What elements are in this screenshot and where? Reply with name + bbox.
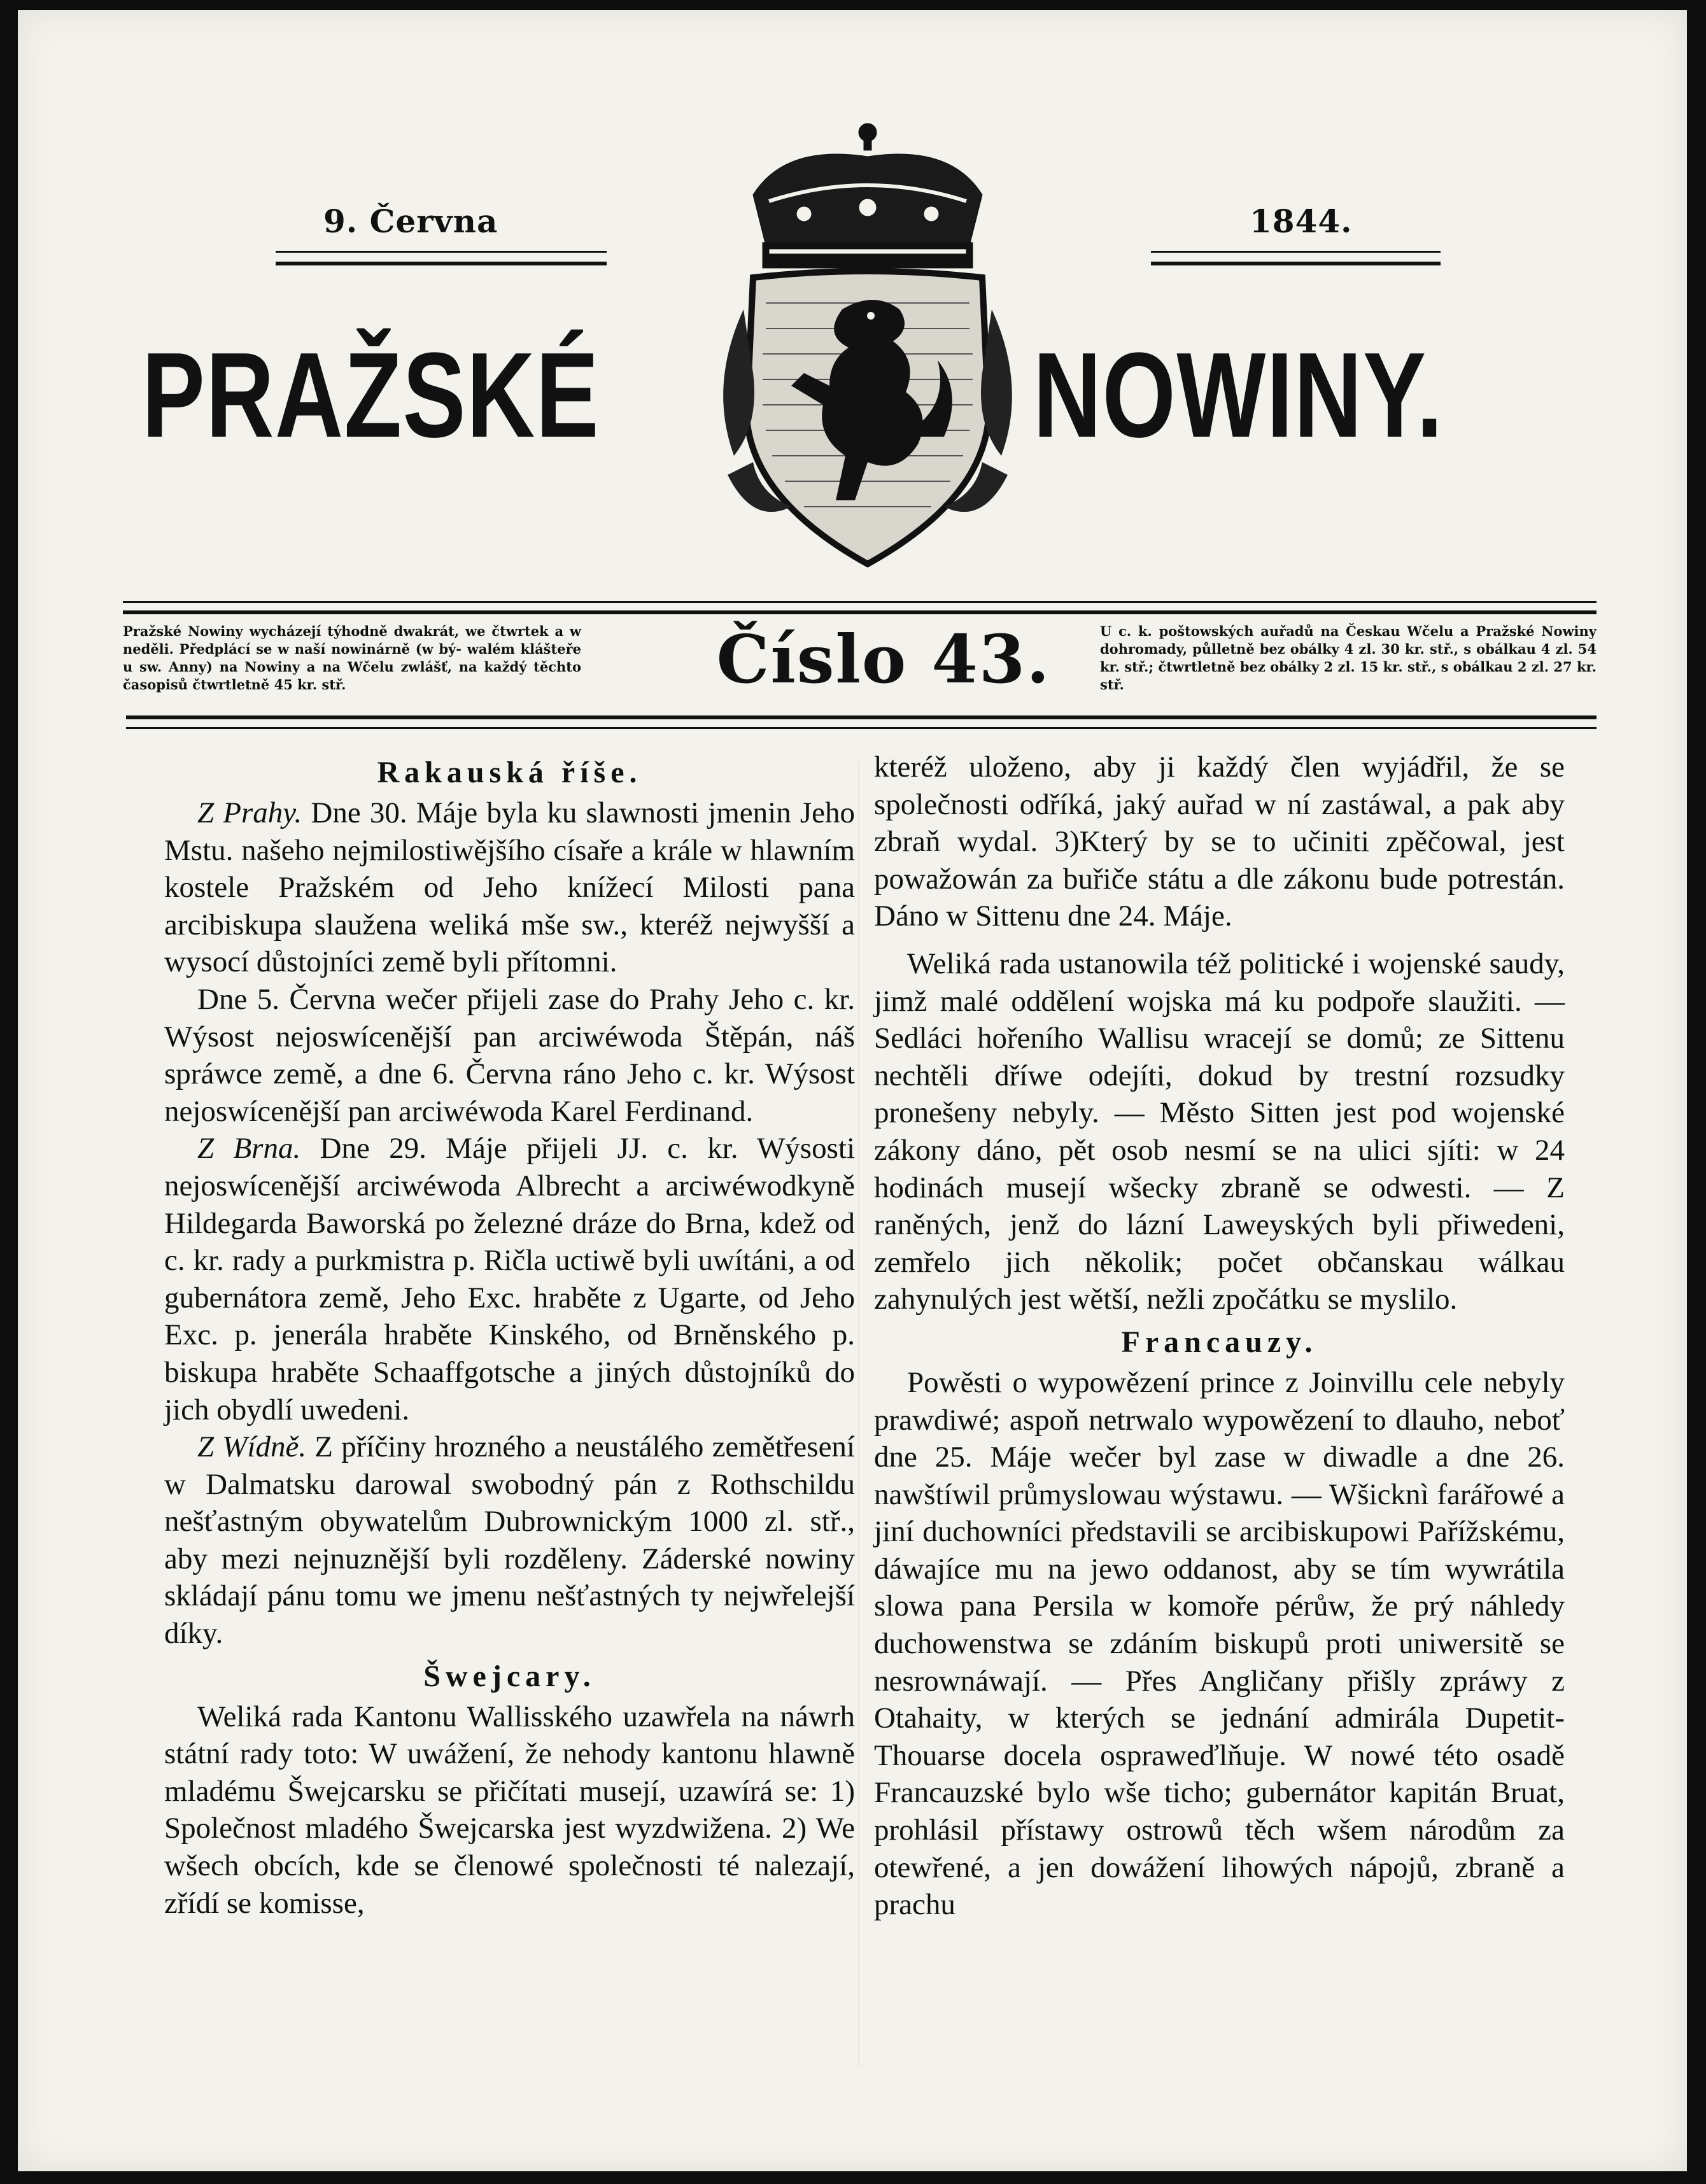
article-paragraph: Dne 5. Června wečer přijeli zase do Prahy Jeho c. kr. Wýsost nejoswícenější pan arciwéwoda Štěpán, náš spráwce země, a dne 6. Června ráno Jeho c. kr. Wýsost nejoswícenější pan arciwéwoda Karel Ferdinand. — [164, 982, 855, 1128]
dateline-place: Z Wídně. — [197, 1430, 307, 1464]
subscription-info-right: U c. k. poštowských auřadů na Českau Wčelu a Pražské Nowiny dohromady, půlletně bez obálky 4 zl. 30 kr. stř., s obálkau 4 zl. 54 kr. stř.; čtwrtletně bez obálky 2 zl. 15 kr. stř., s obálkau 2 zl. 27 kr. stř. — [1100, 623, 1597, 693]
subscription-info-left: Pražské Nowiny wycházejí týhodně dwakrát, we čtwrtek a w neděli. Předplácí se w naší nowinárně (w bý- walém klášteře u sw. Anny) na Nowiny a na Wčelu zwlášť, na každý těchto časopisů čtwrtletně 45 kr. stř. — [123, 623, 581, 693]
issue-year: 1844. — [1250, 202, 1353, 240]
article-paragraph: kteréž uloženo, aby ji každý člen wyjádřil, že se společnosti odříká, jaký auřad w ní zastáwal, a pak aby zbraň wydal. 3)Který by se to učiniti zpěčowal, jest powažowán za buřiče státu a dle zákonu bude potrestán. Dáno w Sittenu dne 24. Máje. — [874, 750, 1565, 933]
dateline-place: Z Brna. — [197, 1132, 301, 1166]
dateline-place: Z Prahy. — [197, 796, 302, 829]
article-paragraph: Z Brna. Dne 29. Máje přijeli JJ. c. kr. Wýsosti nejoswícenější arciwéwoda Albrecht a arciwéwodkyně Hildegarda Baworská po železné dráze do Brna, kdež od c. kr. rady a purkmistra p. Ričla uctiwě byli uwítáni, a od gubernátora země, Jeho Exc. hraběte z Ugarte, od Jeho Exc. p. jenerála hraběte Kinského, od Brněnského p. biskupa hraběte Schaaffgotsche a jiných důstojníků do jich obydlí uwedeni. — [164, 1132, 856, 1427]
section-title-france: Francauzy. — [1121, 1325, 1318, 1359]
article-paragraph: Z Wídně. Z příčiny hrozného a neustálého zemětřesení w Dalmatsku darowal swobodný pán z Rothschildu nešťastným obywatelům Dubrownickým 1000 zl. stř., aby mezi nejnuznější byli rozděleny. Záderské nowiny skládají pánu tomu we jmenu nešťastných ty nejwřelejší díky. — [164, 1430, 855, 1651]
article-column-right — [874, 749, 1565, 1924]
section-title-austria: Rakauská říše. — [377, 756, 642, 789]
issue-number: Číslo 43. — [716, 620, 1051, 698]
section-title-switzerland: Šwejcary. — [423, 1659, 596, 1693]
masthead-title-right: NOWINY. — [1033, 328, 1444, 463]
column-gutter — [858, 761, 859, 2066]
masthead-title-left: PRAŽSKÉ — [142, 328, 600, 463]
article-paragraph: Weliká rada Kantonu Wallisského uzawřela na náwrh státní rady toto: W uwážení, že nehody kantonu hlawně mladému Šwejcarsku se přičítati musejí, uzawírá se: 1) Společnost mladého Šwejcarska jest wyzdwižena. 2) We wšech obcích, kde se členowé společnosti té nalezají, zřídí se komisse, — [164, 1700, 855, 1920]
date-rule-left — [276, 251, 607, 265]
issue-date: 9. Června — [323, 202, 498, 240]
article-column-left — [164, 749, 855, 1922]
article-paragraph: Weliká rada ustanowila též politické i wojenské saudy, jimž malé oddělení wojska má ku podpoře slaužiti. — Sedláci hořeního Wallisu wracejí se domů; ze Sittenu nechtěli dříwe odejíti, dokud by trestní rozsudky pronešeny nebyly. — Město Sitten jest pod wojenské zákony dáno, pět osob nesmí se na ulici sjíti: w 24 hodinách musejí wšecky zbraně se odwesti. — Z raněných, jenž do lázní Laweyských byli přiwedeni, zemřelo jich několik; počet občanskau wálkau zahynulých jest wětší, nežli zpočátku se myslilo. — [874, 947, 1565, 1316]
masthead-rule-bottom — [126, 715, 1597, 729]
masthead-rule-top — [123, 601, 1597, 614]
bohemian-lion-crest-icon — [708, 118, 1027, 577]
article-paragraph: Powěsti o wypowězení prince z Joinvillu cele nebyly prawdiwé; aspoň netrwalo wypowězení to dlauho, neboť dne 25. Máje wečer byl zase w diwadle a dne 26. nawštíwil průmyslowau wýstawu. — Wšicknì farářowé a jiní duchowníci představili se arcibiskupowi Pařížskému, dáwajíce mu na jewo oddanost, aby se tím wywrátila slowa pana Persila w komoře pérůw, že prý náhledy duchowenstwa se zdáním biskupů proti uniwersitě se nesrownáwají. — Přes Angličany přišly zpráwy z Otahaity, w kterých se jednání admirála Dupetit-Thouarse docela ospraweďlňuje. W nowé této osadě Francauzské bylo wše ticho; gubernátor kapitán Bruat, prohlásil přístawy ostrowů těch wšem národům za otewřené, a jen dowážení lihowých nápojů, zbraně a prachu — [874, 1365, 1565, 1922]
newspaper-page — [18, 10, 1687, 2171]
date-rule-right — [1151, 251, 1441, 265]
article-paragraph: Z Prahy. Dne 30. Máje byla ku slawnosti jmenin Jeho Mstu. našeho nejmilostiwějšího císaře a krále w hlawním kostele Pražském od Jeho knížecí Milosti pana arcibiskupa slaužena weliká mše sw., kteréž nejwyšší a wysocí důstojníci země byli přítomni. — [164, 796, 855, 979]
